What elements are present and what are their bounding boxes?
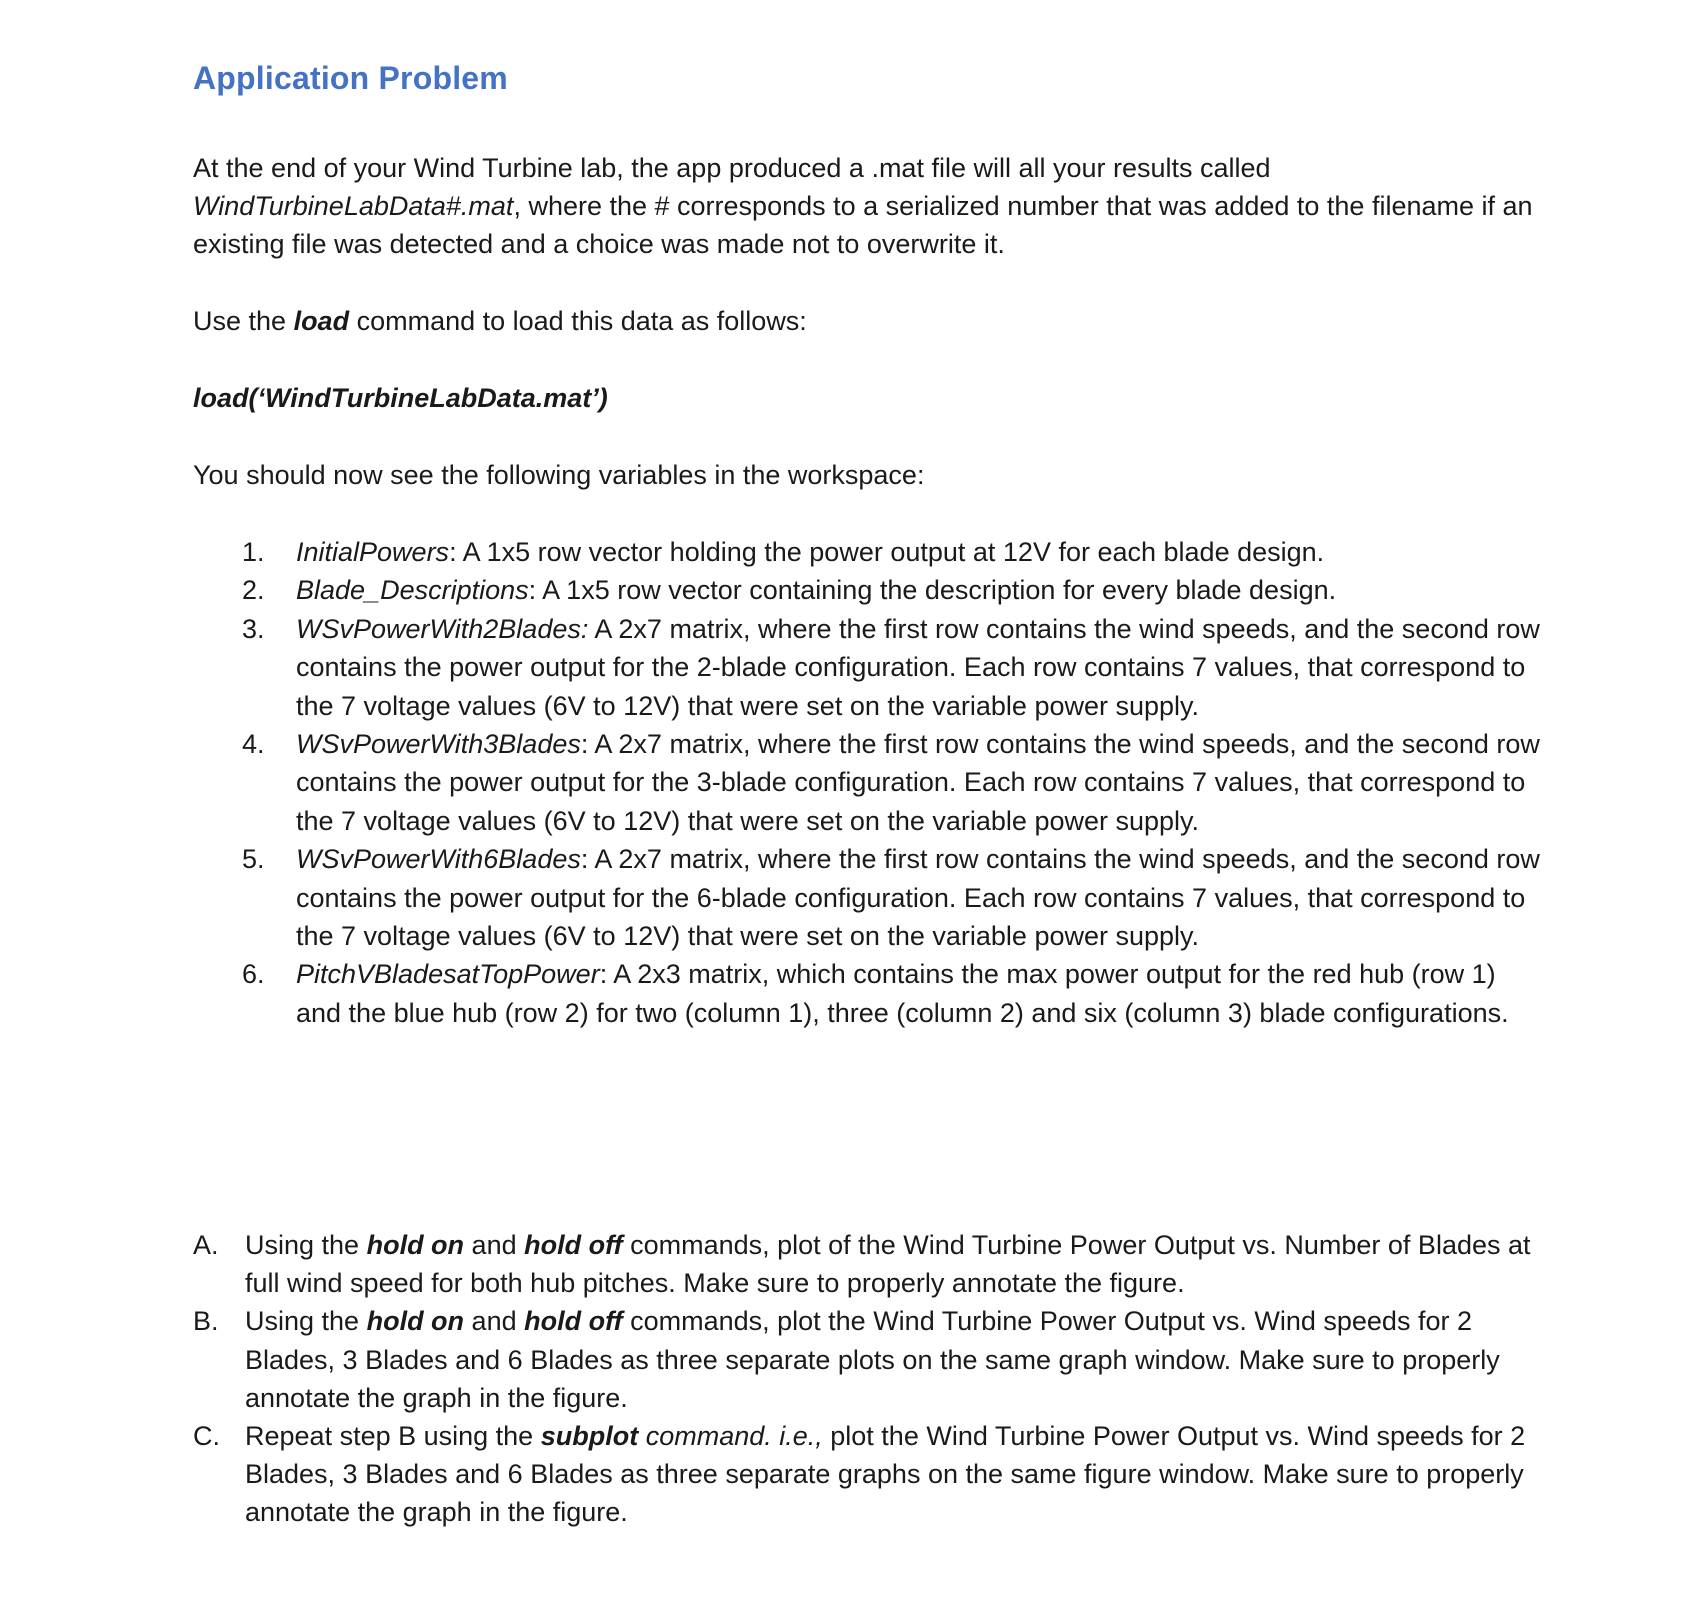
variable-name: PitchVBladesatTopPower	[296, 959, 600, 990]
filename-text: WindTurbineLabData#.mat	[193, 191, 514, 221]
task-text: and	[464, 1306, 525, 1337]
task-italic-text: command. i.e.,	[638, 1421, 823, 1452]
task-item-b	[193, 1302, 1553, 1417]
variable-description: A 2x7 matrix, where the first row contains the wind speeds, and the second row contains the power output for the 6-blade configuration. Each row contains 7 values, that correspond to the 7 voltage values (6V to 12V) that were set on the variable power supply.	[296, 844, 1540, 952]
variable-separator: :	[449, 537, 457, 567]
task-letter: B.	[193, 1306, 219, 1337]
list-item	[242, 955, 1542, 1032]
task-letter: C.	[193, 1421, 220, 1452]
task-item-a	[193, 1226, 1553, 1302]
task-text: Repeat step B using the	[245, 1421, 541, 1452]
load-instruction-before: Use the	[193, 306, 294, 336]
task-text: commands, plot the Wind Turbine Power Output vs. Wind speeds for 2 Blades, 3 Blades and 6 Blades as three separate plots on the same graph window. Make sure to properly annotate the graph in the figure.	[245, 1306, 1500, 1413]
tasks-list	[193, 1226, 1553, 1532]
load-command-text: load	[293, 306, 350, 336]
task-text: Using the	[245, 1306, 367, 1337]
workspace-intro-paragraph: You should now see the following variables in the workspace:	[193, 460, 925, 490]
list-item	[242, 725, 1542, 840]
list-item-number: 3.	[242, 613, 265, 644]
list-item	[242, 840, 1542, 955]
load-code-line: load(‘WindTurbineLabData.mat’)	[193, 383, 608, 413]
list-item-number: 4.	[242, 729, 265, 760]
list-item-number: 2.	[242, 575, 265, 606]
variable-name: Blade_Descriptions	[296, 575, 529, 606]
variable-description: A 1x5 row vector containing the description for every blade design.	[536, 575, 1337, 606]
intro-paragraph	[193, 149, 1573, 263]
command-text: subplot	[540, 1421, 639, 1452]
task-text: and	[464, 1230, 525, 1260]
command-text: hold off	[524, 1230, 623, 1260]
variable-name: WSvPowerWith6Blades	[296, 844, 581, 875]
variable-name: WSvPowerWith3Blades	[296, 729, 581, 760]
list-item-number: 5.	[242, 844, 265, 875]
list-item	[242, 571, 1542, 609]
variable-description: A 2x3 matrix, which contains the max power output for the red hub (row 1) and the blue hub (row 2) for two (column 1), three (column 2) and six (column 3) blade configurations.	[296, 959, 1509, 1028]
load-instruction-after: command to load this data as follows:	[349, 306, 807, 336]
variable-description: A 1x5 row vector holding the power output at 12V for each blade design.	[456, 537, 1325, 567]
list-item-number: 1.	[242, 537, 265, 567]
load-instruction-paragraph	[193, 302, 1573, 340]
task-text: Using the	[245, 1230, 367, 1260]
variables-list	[242, 533, 1542, 1032]
command-text: hold on	[366, 1306, 465, 1337]
list-item	[242, 533, 1542, 571]
command-text: hold on	[366, 1230, 465, 1260]
variable-description: A 2x7 matrix, where the first row contains the wind speeds, and the second row contains the power output for the 2-blade configuration. Each row contains 7 values, that correspond to the 7 voltage values (6V to 12V) that were set on the variable power supply.	[296, 613, 1540, 721]
intro-text: At the end of your Wind Turbine lab, the app produced a .mat file will all your results called	[193, 153, 1271, 183]
variable-separator: :	[580, 844, 589, 875]
list-item	[242, 610, 1542, 725]
task-text: plot the Wind Turbine Power Output vs. Wind speeds for 2 Blades, 3 Blades and 6 Blades as three separate graphs on the same figure window. Make sure to properly annotate the graph in the figure.	[245, 1421, 1526, 1528]
variable-name: InitialPowers	[296, 537, 450, 567]
variable-separator: :	[599, 959, 608, 990]
variable-separator: :	[528, 575, 537, 606]
variable-separator: :	[580, 613, 589, 644]
command-text: hold off	[524, 1306, 623, 1337]
intro-rest-text: , where the # corresponds to a serialized number that was added to the filename if an existing file was detected and a choice was made not to overwrite it.	[193, 191, 1533, 259]
task-text: commands, plot of the Wind Turbine Power Output vs. Number of Blades at full wind speed for both hub pitches. Make sure to properly annotate the figure.	[245, 1230, 1531, 1299]
variable-name: WSvPowerWith2Blades	[296, 613, 581, 644]
task-item-c	[193, 1417, 1553, 1532]
section-title: Application Problem	[193, 60, 508, 96]
list-item-number: 6.	[242, 959, 265, 990]
variable-description: A 2x7 matrix, where the first row contains the wind speeds, and the second row contains the power output for the 3-blade configuration. Each row contains 7 values, that correspond to the 7 voltage values (6V to 12V) that were set on the variable power supply.	[296, 729, 1540, 836]
task-letter: A.	[193, 1230, 219, 1260]
variable-separator: :	[580, 729, 589, 760]
